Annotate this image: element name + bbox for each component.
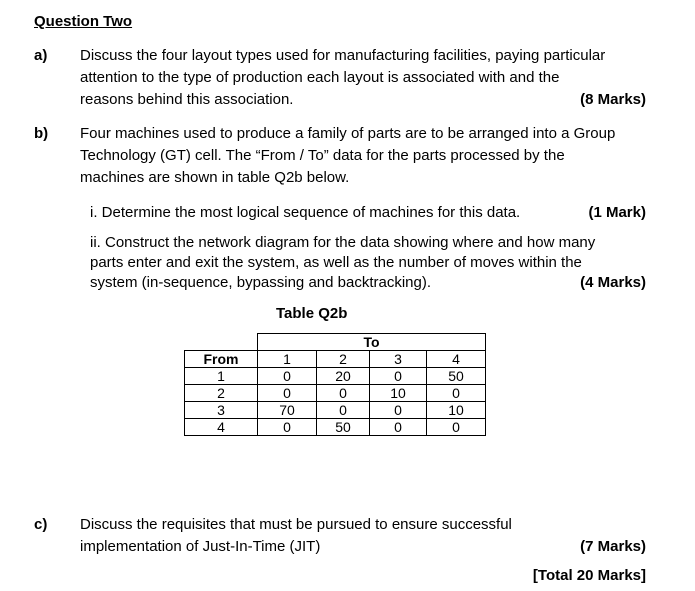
- table-row: [185, 368, 486, 385]
- part-b-line-3: machines are shown in table Q2b below.: [80, 169, 350, 186]
- part-a-line-2: attention to the type of production each layout is associated with and the: [80, 69, 560, 86]
- from-to-table: [184, 333, 486, 436]
- table-header-row: [185, 351, 486, 368]
- part-a-label: a): [34, 47, 48, 64]
- part-b-sub-ii: [90, 233, 646, 293]
- table-cell: 0: [370, 402, 427, 419]
- table-caption: Table Q2b: [276, 305, 348, 322]
- sub-ii-line-3: system (in-sequence, bypassing and backtracking).: [90, 274, 432, 291]
- part-c-line-2: implementation of Just-In-Time (JIT): [80, 538, 321, 555]
- table-cell: 0: [370, 419, 427, 436]
- from-header: From: [185, 351, 258, 368]
- col-header: 2: [317, 351, 370, 368]
- sub-ii-line-3-row: [90, 273, 646, 293]
- table-cell: 0: [427, 385, 486, 402]
- question-heading: Question Two: [34, 13, 133, 30]
- table-cell: 0: [370, 368, 427, 385]
- table-cell: 10: [370, 385, 427, 402]
- part-a-line-3: reasons behind this association.: [80, 91, 294, 108]
- part-a-text: [80, 45, 646, 111]
- table-corner: [185, 334, 258, 351]
- part-b-label: b): [34, 125, 49, 142]
- sub-i-text: i. Determine the most logical sequence of machines for this data.: [90, 204, 521, 221]
- table-cell: 0: [258, 368, 317, 385]
- table-cell: 70: [258, 402, 317, 419]
- table-cell: 0: [258, 419, 317, 436]
- sub-i-marks: (1 Mark): [588, 204, 646, 221]
- table-row: [185, 385, 486, 402]
- part-c-text: [80, 514, 512, 558]
- table-cell: 10: [427, 402, 486, 419]
- row-header: 3: [185, 402, 258, 419]
- part-b-line-1: Four machines used to produce a family of parts are to be arranged into a Group: [80, 125, 616, 142]
- part-c-label: c): [34, 516, 48, 533]
- table-row: [185, 419, 486, 436]
- table-to-row: [185, 334, 486, 351]
- table-cell: 50: [427, 368, 486, 385]
- col-header: 4: [427, 351, 486, 368]
- sub-ii-marks: (4 Marks): [580, 274, 646, 291]
- table-cell: 0: [258, 385, 317, 402]
- part-c-marks: (7 Marks): [580, 538, 646, 555]
- part-a-line-1: Discuss the four layout types used for manufacturing facilities, paying particular: [80, 47, 606, 64]
- part-c-line-1: Discuss the requisites that must be pursued to ensure successful: [80, 516, 512, 533]
- table-row: [185, 402, 486, 419]
- table-cell: 50: [317, 419, 370, 436]
- table-cell: 20: [317, 368, 370, 385]
- sub-ii-line-2: parts enter and exit the system, as well as the number of moves within the: [90, 254, 582, 271]
- table-cell: 0: [317, 385, 370, 402]
- row-header: 2: [185, 385, 258, 402]
- row-header: 1: [185, 368, 258, 385]
- part-b-sub-i: [90, 203, 646, 223]
- col-header: 3: [370, 351, 427, 368]
- row-header: 4: [185, 419, 258, 436]
- part-a-line-3-row: [80, 89, 646, 111]
- total-marks: [Total 20 Marks]: [532, 567, 646, 584]
- to-header: To: [258, 334, 486, 351]
- sub-ii-line-1: ii. Construct the network diagram for the data showing where and how many: [90, 234, 596, 251]
- part-b-text: [80, 123, 646, 189]
- col-header: 1: [258, 351, 317, 368]
- table-cell: 0: [317, 402, 370, 419]
- table-cell: 0: [427, 419, 486, 436]
- part-b-line-2: Technology (GT) cell. The “From / To” data for the parts processed by the: [80, 147, 565, 164]
- part-a-marks: (8 Marks): [580, 91, 646, 108]
